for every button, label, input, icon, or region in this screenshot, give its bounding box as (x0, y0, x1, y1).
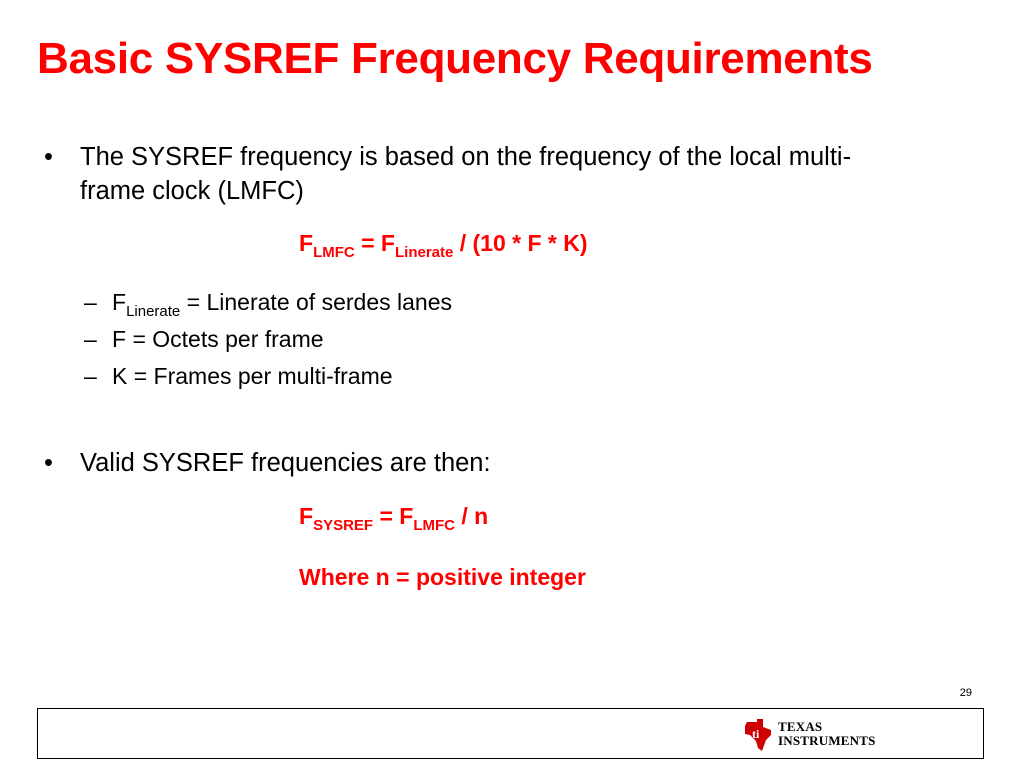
page-number: 29 (959, 687, 972, 699)
formula-sysref-lhs-sub: SYSREF (313, 517, 374, 534)
sub-item-linerate (84, 289, 452, 320)
formula-sysref-lhs: F (299, 503, 314, 529)
formula-sysref (299, 503, 488, 534)
formula-lmfc-lhs-sub: LMFC (313, 244, 355, 261)
formula-lmfc-eq: = F (354, 230, 395, 256)
sub-item-frames (84, 363, 393, 390)
ti-logo (744, 718, 874, 754)
formula-sysref-rest: / n (455, 503, 489, 529)
bullet-dot-icon: • (44, 449, 53, 477)
formula-lmfc-rest: / (10 * F * K) (453, 230, 588, 256)
formula-sysref-rhs-sub: LMFC (413, 517, 455, 534)
dash-icon: – (84, 363, 97, 389)
sub-item-linerate-main: F (112, 289, 127, 315)
sub-item-linerate-rest: = Linerate of serdes lanes (180, 289, 452, 315)
bullet-dot-icon: • (44, 143, 53, 171)
bullet-lmfc-line2: frame clock (LMFC) (80, 177, 304, 205)
sub-item-frames-main: K = Frames per multi-frame (112, 363, 393, 389)
bullet-valid-text: Valid SYSREF frequencies are then: (80, 449, 491, 477)
formula-sysref-eq: = F (373, 503, 414, 529)
dash-icon: – (84, 289, 97, 315)
sub-item-linerate-sub: Linerate (126, 303, 181, 320)
formula-lmfc-lhs: F (299, 230, 314, 256)
slide-title: Basic SYSREF Frequency Requirements (37, 34, 873, 83)
bullet-valid (44, 446, 964, 482)
svg-text:ti: ti (752, 727, 760, 741)
bullet-lmfc (44, 140, 964, 210)
ti-logo-line1: TEXAS (778, 719, 823, 734)
ti-map-icon (744, 718, 774, 752)
ti-logo-line2: INSTRUMENTS (778, 733, 876, 748)
where-note: Where n = positive integer (299, 564, 586, 590)
formula-lmfc (299, 230, 588, 261)
sub-item-octets-main: F = Octets per frame (112, 326, 324, 352)
formula-lmfc-rhs-sub: Linerate (394, 244, 454, 261)
ti-logo-text (778, 720, 876, 748)
sub-item-octets (84, 326, 324, 353)
dash-icon: – (84, 326, 97, 352)
bullet-lmfc-line1: The SYSREF frequency is based on the frequency of the local multi- (80, 143, 852, 171)
